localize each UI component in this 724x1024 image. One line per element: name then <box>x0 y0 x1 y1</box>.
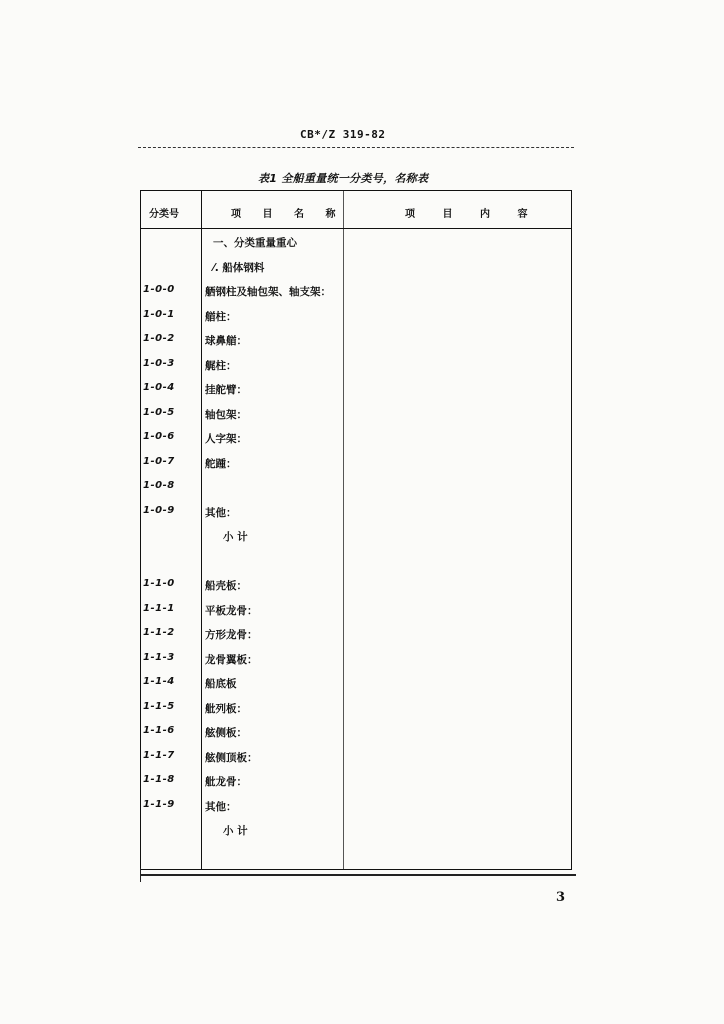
table-row <box>141 352 571 376</box>
table-row <box>141 670 571 694</box>
row-name: 船壳板： <box>205 580 247 592</box>
row-name: 艏柱： <box>205 310 237 323</box>
table-row <box>141 376 571 400</box>
row-name: 平板龙骨： <box>205 604 258 617</box>
row-code: 1-1-2 <box>143 627 175 638</box>
bottom-rule <box>140 874 576 876</box>
table-row <box>141 229 571 253</box>
table-row <box>141 744 571 768</box>
table-row <box>141 621 571 645</box>
document-header: CB*/Z 319-82 <box>300 128 386 141</box>
row-name: 其他： <box>205 800 237 813</box>
row-name: 舷侧顶板： <box>205 751 258 764</box>
row-code: 1-1-4 <box>143 676 175 687</box>
table-header-row <box>141 191 571 229</box>
column-header-name: 项 目 名 称 <box>231 209 345 220</box>
row-code: 1-1-0 <box>143 578 175 589</box>
row-code: 1-0-5 <box>143 406 175 418</box>
row-name: 球鼻艏： <box>205 335 247 347</box>
table-row <box>141 719 571 743</box>
table-row <box>141 523 571 547</box>
row-code: 1-0-1 <box>143 308 175 320</box>
row-name: 舭龙骨： <box>205 776 247 788</box>
row-code: 1-0-3 <box>143 357 175 369</box>
row-name: 挂舵臂： <box>205 384 247 396</box>
page-number: 3 <box>556 890 566 905</box>
row-code: 1-0-6 <box>143 431 175 442</box>
table-caption: 表1 全船重量统一分类号，名称表 <box>258 172 429 185</box>
row-code: 1-1-6 <box>143 725 175 736</box>
table-row <box>141 401 571 425</box>
table-row <box>141 548 571 572</box>
row-name: 轴包架： <box>205 408 247 421</box>
table-row <box>141 450 571 474</box>
table-row <box>141 303 571 327</box>
row-name: 舷侧板： <box>205 727 247 739</box>
table-row <box>141 817 571 841</box>
column-header-code: 分类号 <box>149 209 179 220</box>
row-name: 舭列板： <box>205 702 247 715</box>
row-name: 船底板 <box>205 678 237 690</box>
row-name: 人字架： <box>205 433 247 445</box>
row-code: 1-0-0 <box>143 284 175 295</box>
table-row <box>141 474 571 498</box>
row-code: 1-0-7 <box>143 455 175 467</box>
table-row <box>141 499 571 523</box>
row-code: 1-0-2 <box>143 333 175 344</box>
row-code: 1-1-9 <box>143 798 175 810</box>
row-code: 1-1-7 <box>143 749 175 761</box>
row-name: 龙骨翼板： <box>205 653 258 666</box>
row-code: 1-0-8 <box>143 480 175 491</box>
table-row <box>141 597 571 621</box>
table-row <box>141 768 571 792</box>
row-name: 其他： <box>205 506 237 519</box>
table-row <box>141 646 571 670</box>
row-code: 1-1-8 <box>143 774 175 785</box>
header-rule <box>138 147 574 148</box>
row-code: 1-1-1 <box>143 602 175 614</box>
column-header-content: 项 目 内 容 <box>405 209 540 220</box>
row-name: ⁄. 船体钢料 <box>213 261 265 274</box>
table-row <box>141 572 571 596</box>
row-name: 方形龙骨： <box>205 629 258 641</box>
row-code: 1-0-9 <box>143 504 175 516</box>
table-row <box>141 278 571 302</box>
table-row <box>141 425 571 449</box>
classification-table <box>140 190 572 870</box>
table-row <box>141 254 571 278</box>
row-code: 1-1-3 <box>143 651 175 663</box>
row-name: 一、分类重量重心 <box>213 237 297 249</box>
row-code: 1-0-4 <box>143 382 175 393</box>
row-name: 舵踵： <box>205 457 237 470</box>
row-name: 小 计 <box>223 825 248 837</box>
row-name: 舾钢柱及轴包架、轴支架： <box>205 286 331 298</box>
table-row <box>141 695 571 719</box>
row-name: 艉柱： <box>205 359 237 372</box>
table-row <box>141 793 571 817</box>
row-code: 1-1-5 <box>143 700 175 712</box>
table-row <box>141 327 571 351</box>
row-name: 小 计 <box>223 531 248 543</box>
